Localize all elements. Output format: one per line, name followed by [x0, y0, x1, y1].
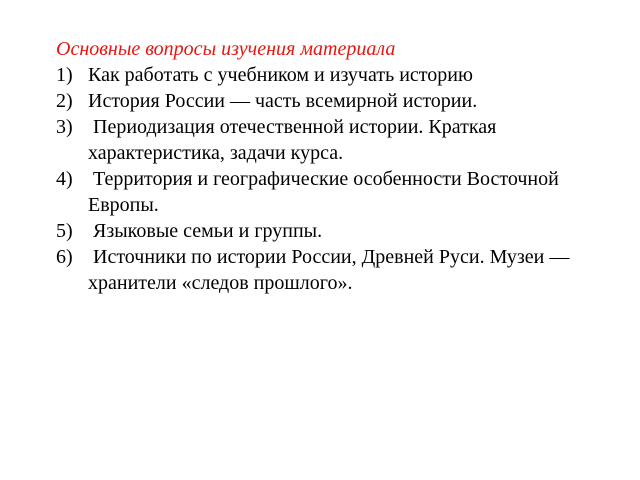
item-text: История России — часть всемирной истории. [88, 90, 478, 112]
list-item [56, 166, 616, 218]
topics-list [56, 62, 616, 296]
item-text: Как работать с учебником и изучать историю [88, 64, 473, 86]
list-item [56, 114, 616, 166]
item-number: 4) [56, 168, 73, 190]
list-item [56, 244, 616, 296]
item-number: 6) [56, 246, 73, 268]
item-number: 2) [56, 90, 73, 112]
item-text: Источники по истории России, Древней Руси. Музеи — хранители «следов прошлого». [88, 246, 575, 294]
item-number: 1) [56, 64, 73, 86]
item-text: Языковые семьи и группы. [88, 220, 323, 242]
list-item [56, 218, 616, 244]
item-number: 5) [56, 220, 73, 242]
item-text: Периодизация отечественной истории. Краткая характеристика, задачи курса. [88, 116, 502, 164]
slide-content [56, 36, 616, 296]
list-item [56, 62, 616, 88]
slide-heading: Основные вопросы изучения материала [56, 38, 396, 60]
item-text: Территория и географические особенности Восточной Европы. [88, 168, 564, 216]
list-item [56, 88, 616, 114]
item-number: 3) [56, 116, 73, 138]
